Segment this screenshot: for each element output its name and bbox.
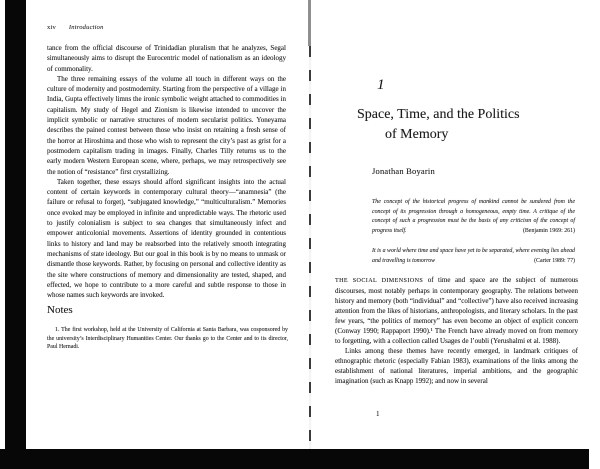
scan-bottom-black-band xyxy=(0,449,589,469)
scan-left-black-band xyxy=(5,0,26,469)
body-paragraph: tance from the official discourse of Trinidadian pluralism that he analyzes, Segal simultaneously aims to disrupt the Eurocentric model of nationalism as an ideology of commonality. xyxy=(47,44,286,73)
small-caps-opening: THE SOCIAL DIMENSIONS xyxy=(335,278,424,284)
epigraph-text: It is a world where time and space have yet to be separated, where evening lies ahead and travelling is tomorrow xyxy=(372,247,575,264)
running-header xyxy=(47,24,104,31)
gutter-binding-line xyxy=(309,46,311,449)
chapter-title xyxy=(357,105,572,145)
page-number: 1 xyxy=(376,410,380,418)
epigraph xyxy=(372,247,575,266)
body-paragraph-text: of time and space are the subject of numerous discourses, most notably perhaps in contemporary geography. The relations between history and memory (both “individual” and “collective”) have also received increasing attention from the likes of historians, anthropologists, and literary scholars. In the past few years, “the politics of memory” has even become an object of explicit concern (Conway 1990; Rappaport 1990).¹ The French have already moved on from memory to forgetting, with a collection called Usages de l’oubli (Yerushalmi et al. 1988). xyxy=(335,276,579,345)
epigraph xyxy=(372,198,575,237)
chapter-title-line2: of Memory xyxy=(385,127,449,142)
body-paragraph: Links among these themes have recently emerged, in landmark critiques of ethnographic rhetoric (especially Fabian 1983), examinations of the links among the establishment of national literatures, imperial ambitions, and the geographic imagination (such as Knapp 1992); and now in several xyxy=(335,347,578,385)
chapter-number: 1 xyxy=(377,77,385,93)
epigraph-citation: (Benjamin 1969: 261) xyxy=(522,228,575,235)
right-page-body xyxy=(335,275,578,386)
body-paragraph: The three remaining essays of the volume all touch in different ways on the culture of modernity and postmodernity. Starting from the perspective of a village in India, Gupta effectively limns the ironic symbolic weight attached to commodities in capitalism. My study of Hegel and Zionism is likewise intended to uncover the implicit symbolic or narrative structures of modern secularist politics. Yoneyama describes the pained contest between those who insist on retaining a fresh sense of the horror at Hiroshima and those who wish to represent the city’s past as grist for a postmodern capitalism trading in images. Finally, Charles Tilly returns us to the early modern Western European scene, where, perhaps, we may retrospectively see the notion of “resistance” first crystallizing. xyxy=(47,74,286,176)
epigraph-text: The concept of the historical progress of mankind cannot be sundered from the concept of its progression through a homogeneous, empty time. A critique of the concept of such a progression must be the basis of any criticism of the concept of progress itself. xyxy=(372,199,575,235)
epigraph-block xyxy=(372,198,575,276)
chapter-author: Jonathan Boyarin xyxy=(372,166,435,176)
chapter-title-line1: Space, Time, and the Politics xyxy=(357,107,520,122)
left-page-body xyxy=(47,43,286,300)
notes-heading: Notes xyxy=(47,304,73,316)
epigraph-citation: (Carter 1989: 77) xyxy=(534,257,575,264)
folio-number: xiv xyxy=(47,24,56,31)
running-title: Introduction xyxy=(68,24,104,31)
gutter-shadow-top xyxy=(308,0,311,46)
body-paragraph: Taken together, these essays should afford significant insights into the actual content of certain keywords in contemporary cultural theory—“anamnesia” (the failure or refusal to forget), “subjugated knowledge,” “multiculturalism.” Memories once evoked may be employed in infinite and unpredictable ways. The rhetoric used to justify colonialism is subject to sea changes that simultaneously infect and empower anticolonial movements. Assertions of identity grounded in contentious links to history and land may be reabsorbed into the relatively smooth integrating mechanisms of state ideology. But our goal in this book is by no means to unmask or dismantle those keywords. Rather, by focusing on personal and collective identity as the site where constructions of memory and dimensionality are tested, shaped, and effected, we hope to contribute to a more careful and subtle response to those in whose names such keywords are invoked. xyxy=(47,177,286,300)
footnote: 1. The first workshop, held at the University of California at Santa Barbara, was cosponsored by the university’s Interdisciplinary Humanities Center. Our thanks go to the Center and to its director, Paul Hernadi. xyxy=(47,327,288,351)
body-paragraph xyxy=(335,275,578,346)
